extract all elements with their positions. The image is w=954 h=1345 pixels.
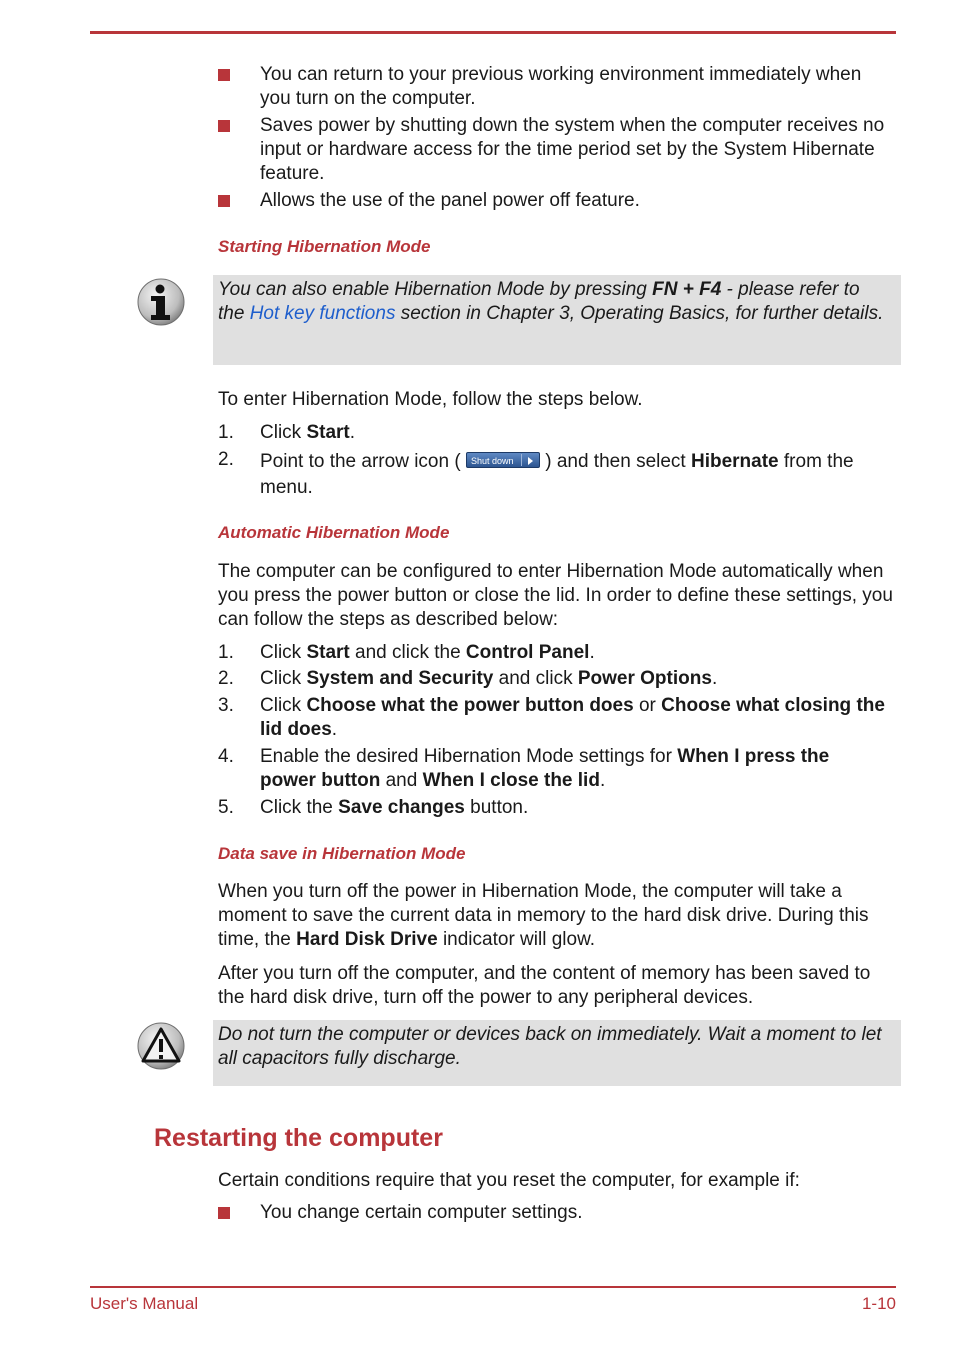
bullet-text: Allows the use of the panel power off feature. bbox=[260, 190, 640, 211]
bullet-square bbox=[218, 1207, 230, 1219]
bullet-text: You change certain computer settings. bbox=[260, 1202, 583, 1223]
bullet-square bbox=[218, 69, 230, 81]
bullet-text: You can return to your previous working environment immediately when you turn on the computer. bbox=[260, 64, 862, 109]
section-heading-starting: Starting Hibernation Mode bbox=[218, 237, 431, 256]
arrow-right-icon bbox=[528, 457, 533, 465]
footer-rule bbox=[90, 1286, 896, 1288]
warning-icon bbox=[136, 1021, 186, 1071]
warning-text: Do not turn the computer or devices back on immediately. Wait a moment to let all capacitors fully discharge. bbox=[218, 1024, 882, 1069]
paragraph: To enter Hibernation Mode, follow the steps below. bbox=[218, 389, 643, 410]
shutdown-button-icon: Shut down bbox=[466, 452, 540, 468]
key-combo: FN + F4 bbox=[652, 279, 722, 300]
note-text: You can also enable Hibernation Mode by pressing FN + F4 - please refer to the Hot key functions section in Chapter 3, Operating Basics, for further details. bbox=[218, 279, 884, 324]
section-heading-datasave: Data save in Hibernation Mode bbox=[218, 844, 466, 863]
hot-key-functions-link[interactable]: Hot key functions bbox=[249, 303, 396, 324]
paragraph: Certain conditions require that you reset the computer, for example if: bbox=[218, 1170, 800, 1191]
bullet-square bbox=[218, 195, 230, 207]
paragraph: The computer can be configured to enter Hibernation Mode automatically when you press the power button or close the lid. In order to define these settings, you can follow the steps as described below: bbox=[218, 561, 893, 630]
info-icon bbox=[136, 277, 186, 327]
header-rule bbox=[90, 31, 896, 34]
section-heading-restarting: Restarting the computer bbox=[154, 1124, 443, 1152]
section-heading-automatic: Automatic Hibernation Mode bbox=[218, 523, 450, 542]
paragraph: After you turn off the computer, and the content of memory has been saved to the hard disk drive, turn off the power to any peripheral devices. bbox=[218, 963, 871, 1008]
page-number: 1-10 bbox=[861, 1294, 896, 1313]
bullet-square bbox=[218, 120, 230, 132]
bullet-text: Saves power by shutting down the system when the computer receives no input or hardware access for the time period set by the System Hibernate feature. bbox=[260, 115, 885, 184]
note-box bbox=[213, 275, 901, 365]
warning-box bbox=[213, 1020, 901, 1086]
footer-title: User's Manual bbox=[90, 1294, 199, 1313]
paragraph: When you turn off the power in Hibernation Mode, the computer will take a moment to save the current data in memory to the hard disk drive. During this time, the Hard Disk Drive indicator will glow. bbox=[218, 881, 869, 950]
